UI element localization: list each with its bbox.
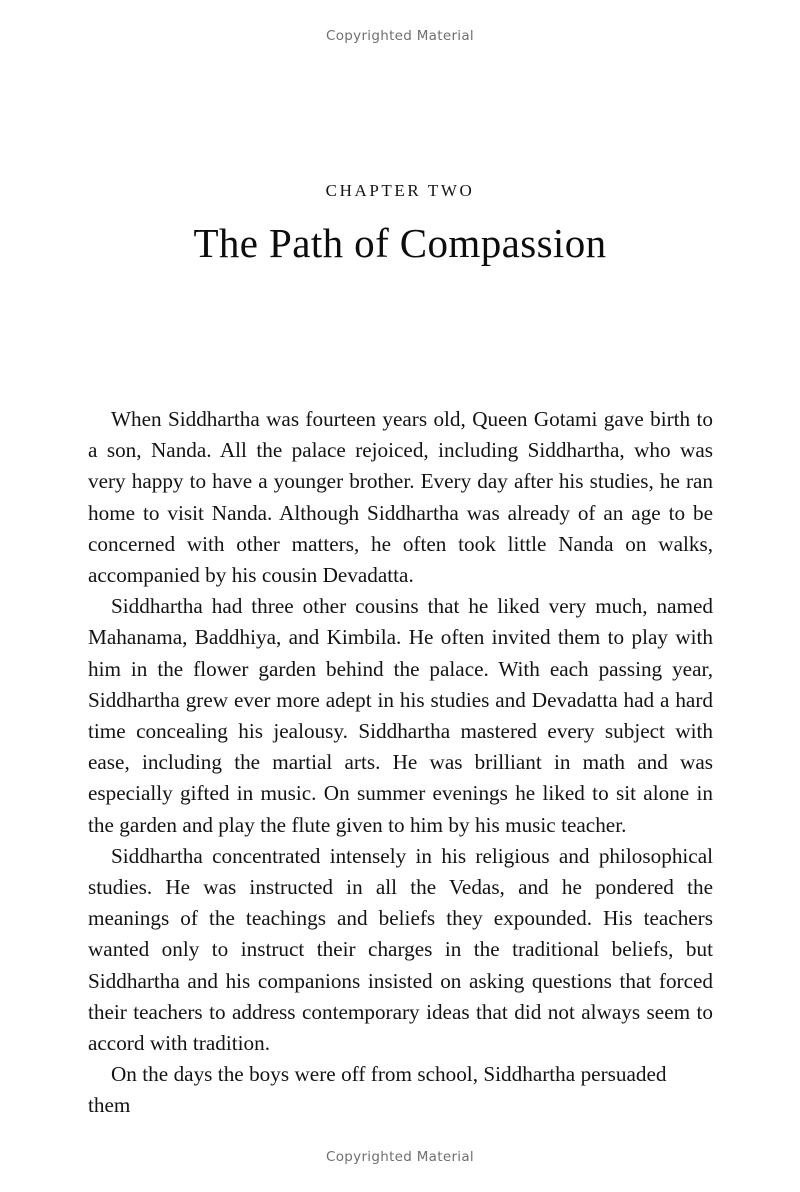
body-paragraph-1: When Siddhartha was fourteen years old, Queen Gotami gave birth to a son, Nanda. All the palace rejoiced, including Siddhartha, who was very happy to have a younger brother. Every day after his studies, he ran home to visit Nanda. Although Siddhartha was already of an age to be concerned with other matters, he often took little Nanda on walks, accompanied by his cousin Devadatta.	[88, 407, 713, 588]
copyright-watermark-bottom: Copyrighted Material	[326, 1149, 474, 1165]
chapter-number-label: CHAPTER TWO	[325, 181, 475, 200]
body-text-column	[88, 404, 713, 1122]
chapter-heading	[0, 182, 800, 293]
body-paragraph-4: On the days the boys were off from school, Siddhartha persuaded them	[88, 1062, 667, 1118]
chapter-title: The Path of Compassion	[193, 220, 607, 266]
copyright-watermark-top: Copyrighted Material	[326, 28, 474, 44]
body-paragraph-3: Siddhartha concentrated intensely in his religious and philosophical studies. He was instructed in all the Vedas, and he pondered the meanings of the teachings and beliefs they expounded. His teachers wanted only to instruct their charges in the traditional beliefs, but Siddhartha and his companions insisted on asking questions that forced their teachers to address contemporary ideas that did not always seem to accord with tradition.	[88, 843, 713, 1056]
body-paragraph-2: Siddhartha had three other cousins that he liked very much, named Mahanama, Baddhiya, and Kimbila. He often invited them to play with him in the flower garden behind the palace. With each passing year, Siddhartha grew ever more adept in his studies and Devadatta had a hard time concealing his jealousy. Siddhartha mastered every subject with ease, including the martial arts. He was brilliant in math and was especially gifted in music. On summer evenings he liked to sit alone in the garden and play the flute given to him by his music teacher.	[88, 594, 713, 837]
